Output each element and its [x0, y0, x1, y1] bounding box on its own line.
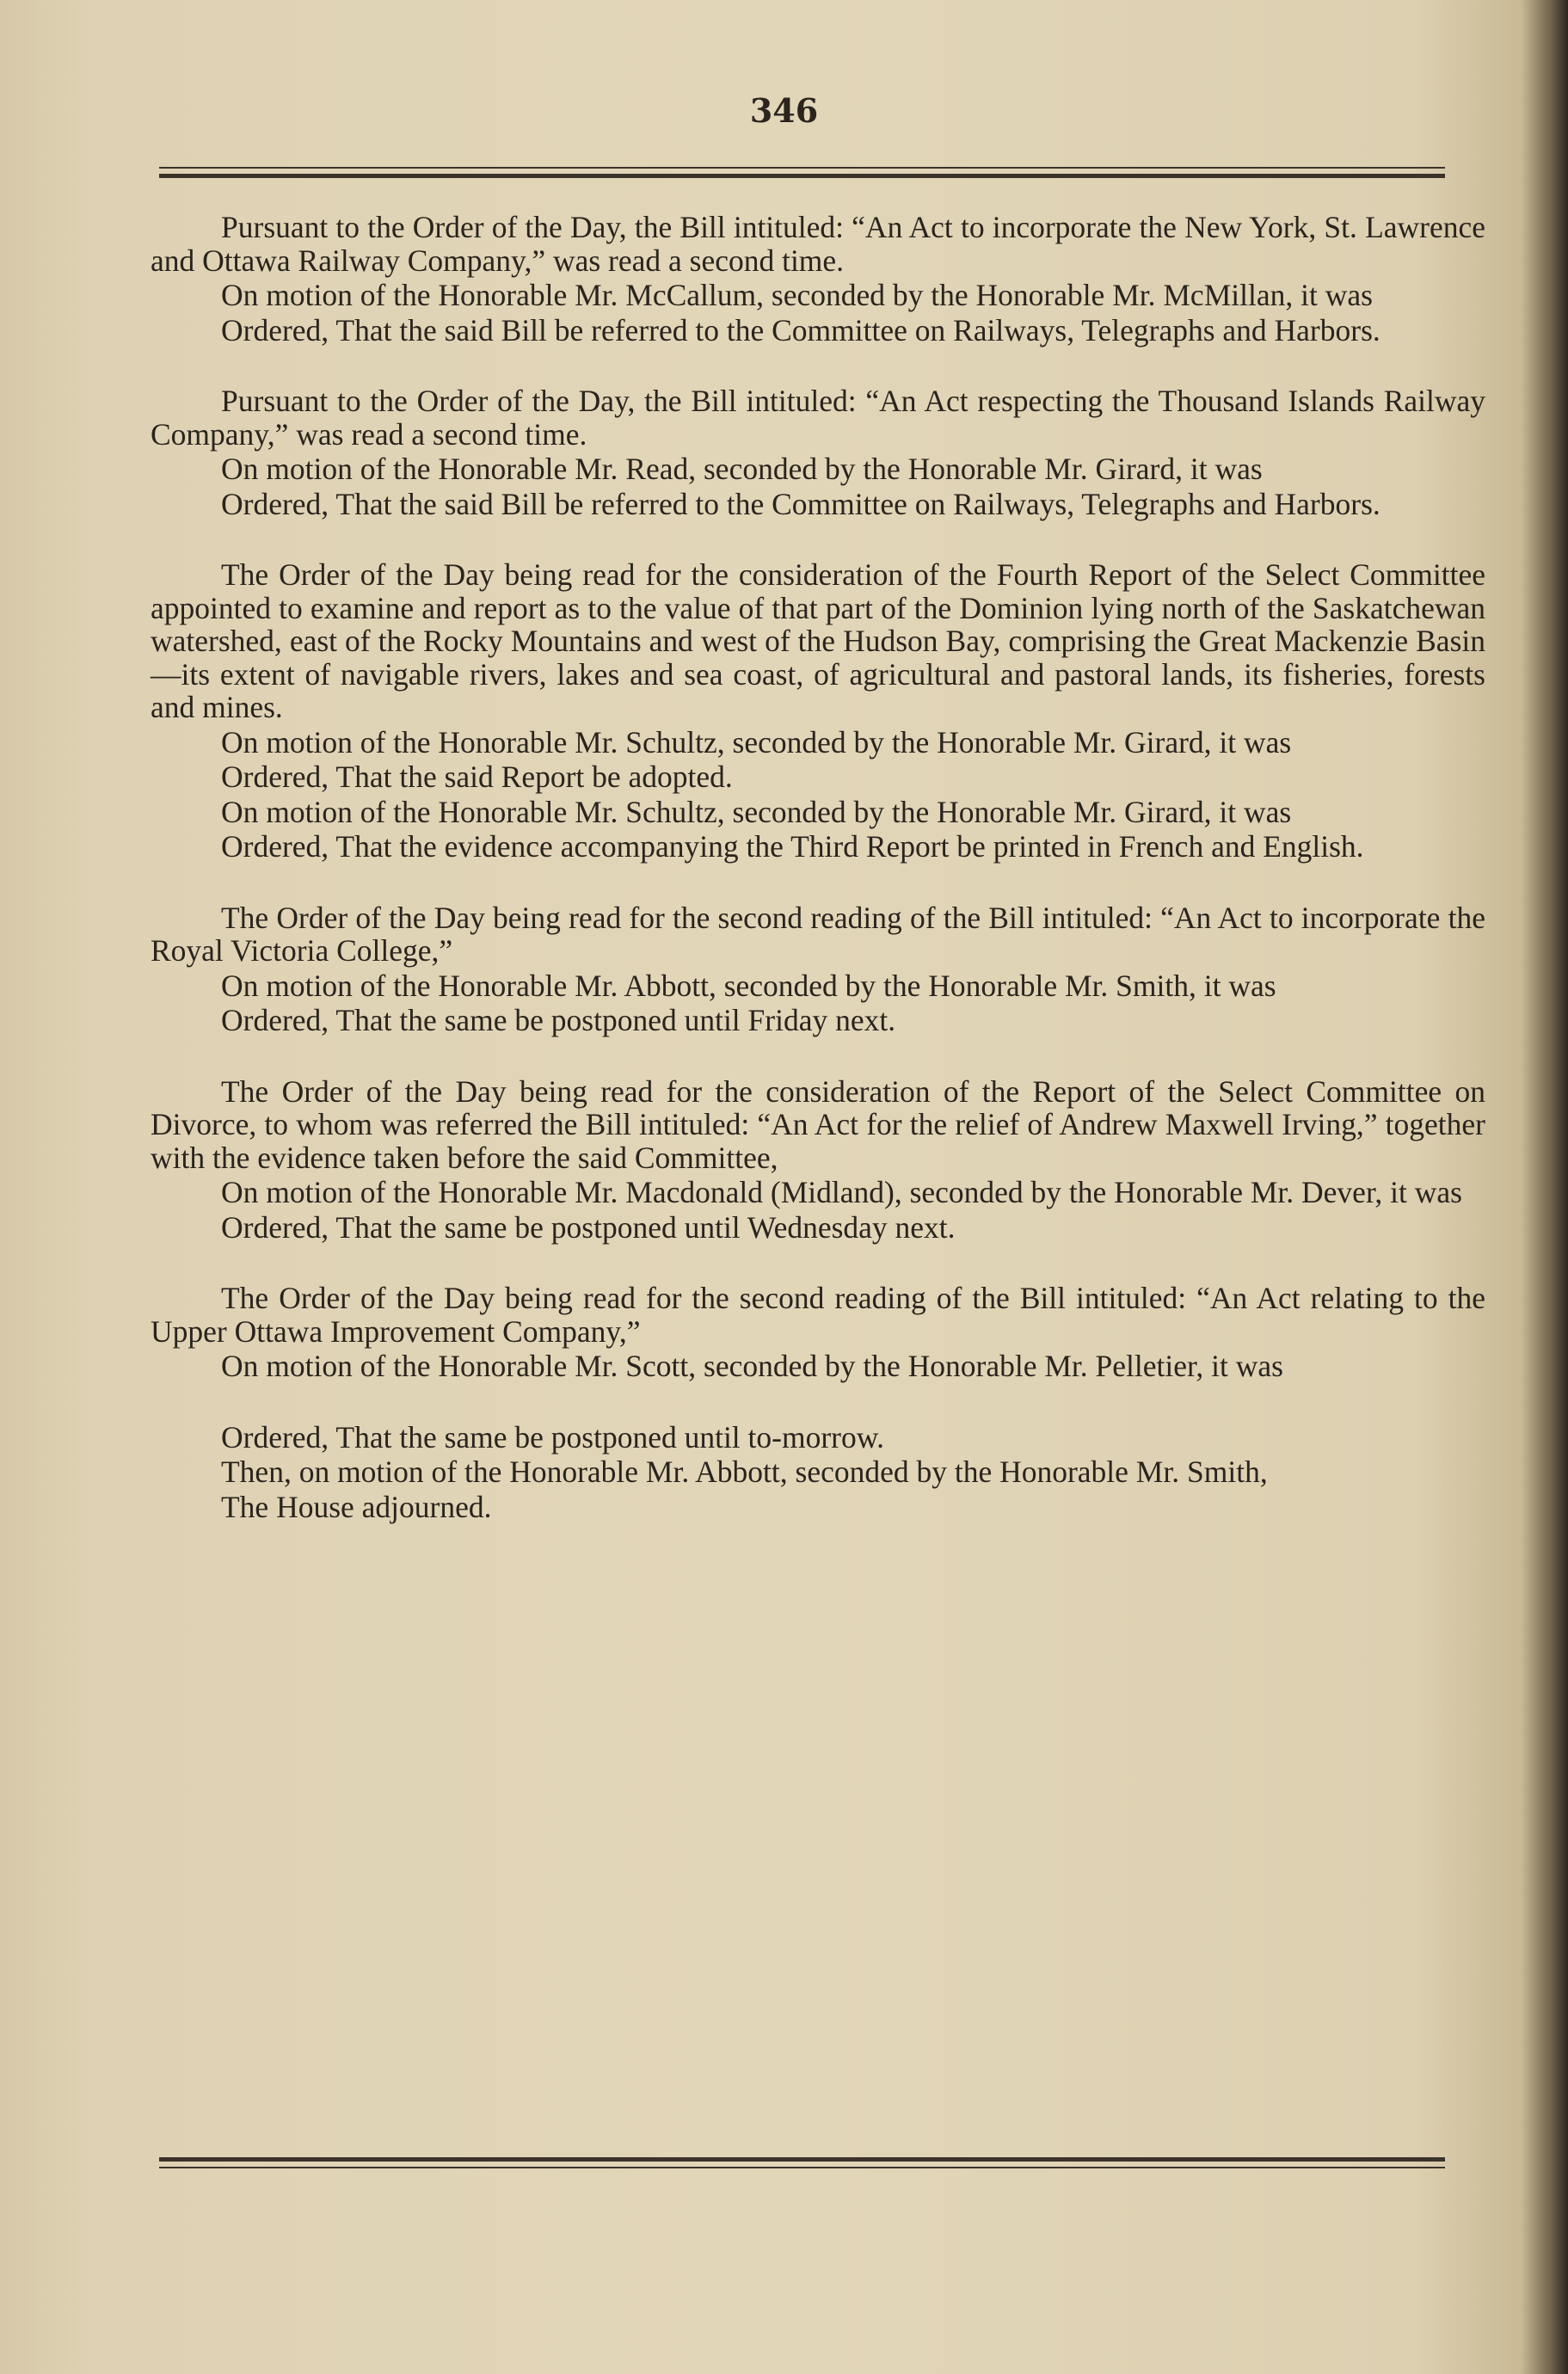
paragraph: Then, on motion of the Honorable Mr. Abbott, seconded by the Honorable Mr. Smith,	[221, 1455, 1268, 1489]
paragraph: Ordered, That the evidence accompanying the Third Report be printed in French and English.	[221, 829, 1364, 864]
paragraph: On motion of the Honorable Mr. Schultz, seconded by the Honorable Mr. Girard, it was	[221, 794, 1292, 829]
paragraph: The Order of the Day being read for the consideration of the Fourth Report of the Select Committee appointed to examine and report as to the value of that part of the Dominion lying north of the Saskatchewan watershed, east of the Rocky Mountains and west of the Hudson Bay, comprising the Great Mackenzie Basin—its extent of navigable rivers, lakes and sea coast, of agricultural and pastoral lands, its fisheries, forests and mines.	[151, 557, 1485, 724]
top-double-rule	[159, 167, 1445, 178]
paragraph: On motion of the Honorable Mr. Scott, seconded by the Honorable Mr. Pelletier, it was	[221, 1349, 1283, 1383]
paragraph: On motion of the Honorable Mr. Read, seconded by the Honorable Mr. Girard, it was	[221, 452, 1263, 486]
bottom-double-rule	[159, 2157, 1445, 2168]
rule-thin-line	[159, 167, 1445, 169]
paragraph: On motion of the Honorable Mr. Schultz, seconded by the Honorable Mr. Girard, it was	[221, 724, 1292, 760]
paragraph: On motion of the Honorable Mr. Abbott, seconded by the Honorable Mr. Smith, it was	[221, 968, 1276, 1003]
entry-royal-victoria-college	[151, 901, 1485, 1037]
paragraph: Ordered, That the same be postponed until to-morrow.	[221, 1419, 884, 1455]
paragraph: Pursuant to the Order of the Day, the Bill intituled: “An Act to incorporate the New York, St. Lawrence and Ottawa Railway Company,” was read a second time.	[151, 210, 1485, 278]
paragraph: On motion of the Honorable Mr. McCallum, seconded by the Honorable Mr. McMillan, it was	[221, 278, 1373, 312]
paragraph: Ordered, That the said Bill be referred to the Committee on Railways, Telegraphs and Harbors.	[221, 312, 1380, 347]
page-number: 346	[749, 91, 819, 130]
paragraph: Ordered, That the said Bill be referred to the Committee on Railways, Telegraphs and Harbors.	[221, 486, 1380, 521]
paragraph: The Order of the Day being read for the consideration of the Report of the Select Committee on Divorce, to whom was referred the Bill intituled: “An Act for the relief of Andrew Maxwell Irving,” together with the evidence taken before the said Committee,	[151, 1073, 1485, 1175]
entry-upper-ottawa-improvement	[151, 1282, 1485, 1383]
paragraph: The Order of the Day being read for the second reading of the Bill intituled: “An Act to incorporate the Royal Victoria College,”	[151, 900, 1485, 968]
paragraph: The Order of the Day being read for the second reading of the Bill intituled: “An Act relating to the Upper Ottawa Improvement Company,”	[151, 1281, 1485, 1349]
entry-ny-st-lawrence-ottawa-railway	[151, 211, 1485, 347]
entry-adjournment	[151, 1421, 1485, 1524]
rule-thick-line	[159, 174, 1445, 178]
rule-thin-line	[159, 2167, 1445, 2168]
rule-thick-line	[159, 2157, 1445, 2162]
paragraph: Ordered, That the same be postponed until Friday next.	[221, 1003, 896, 1037]
paragraph: Ordered, That the said Report be adopted.	[221, 760, 733, 794]
entry-thousand-islands-railway	[151, 384, 1485, 520]
entry-divorce-andrew-maxwell-irving	[151, 1075, 1485, 1245]
journal-text	[151, 211, 1485, 1561]
paragraph: The House adjourned.	[221, 1489, 492, 1524]
entry-fourth-report-mackenzie-basin	[151, 558, 1485, 864]
paragraph: On motion of the Honorable Mr. Macdonald (Midland), seconded by the Honorable Mr. Dever, it was	[221, 1175, 1462, 1209]
paragraph: Ordered, That the same be postponed until Wednesday next.	[221, 1209, 956, 1245]
paragraph: Pursuant to the Order of the Day, the Bill intituled: “An Act respecting the Thousand Islands Railway Company,” was read a second time.	[151, 384, 1485, 452]
